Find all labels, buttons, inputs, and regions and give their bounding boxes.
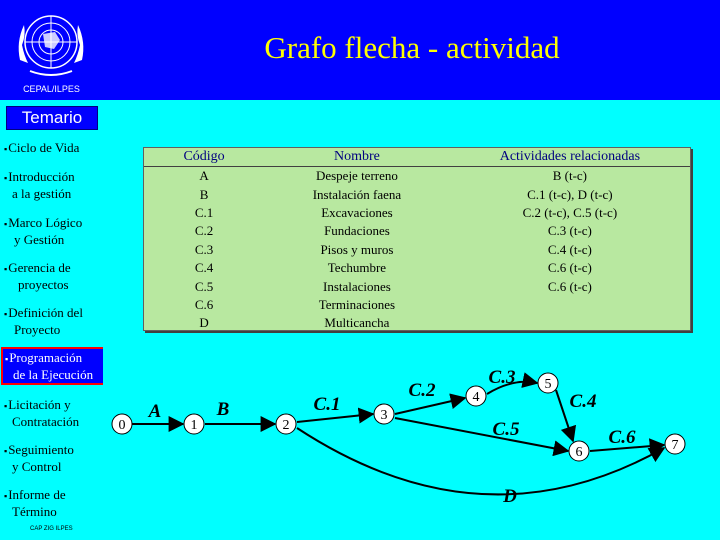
graph-node-label: 6 xyxy=(575,445,583,460)
un-emblem-icon xyxy=(10,5,92,79)
bullet-icon: ▪ xyxy=(4,490,8,501)
graph-node-label: 2 xyxy=(282,418,290,433)
cell-codigo: C.6 xyxy=(194,296,214,312)
cell-relacionadas: C.3 (t-c) xyxy=(547,223,592,239)
bullet-icon: ▪ xyxy=(5,353,9,364)
cell-relacionadas: C.6 (t-c) xyxy=(547,260,592,276)
cell-nombre: Techumbre xyxy=(327,260,387,276)
graph-node-label: 5 xyxy=(544,377,552,392)
bullet-icon: ▪ xyxy=(4,143,8,154)
edge-c1 xyxy=(297,414,373,422)
cell-codigo: A xyxy=(199,168,209,184)
cell-nombre: Excavaciones xyxy=(321,204,393,220)
bullet-icon: ▪ xyxy=(4,308,8,319)
table-row xyxy=(144,296,690,314)
table-row xyxy=(144,241,690,259)
cell-codigo: B xyxy=(199,186,209,202)
sidebar-item-informe[interactable]: ▪Informe de Término xyxy=(4,487,66,519)
table-row xyxy=(144,204,690,222)
table-row xyxy=(144,167,690,186)
activity-table-grid xyxy=(144,148,690,333)
edge-c5 xyxy=(395,418,568,451)
activity-table xyxy=(143,147,691,331)
table-row xyxy=(144,259,690,277)
cell-codigo: C.2 xyxy=(194,223,214,239)
cell-relacionadas: C.2 (t-c), C.5 (t-c) xyxy=(522,204,618,220)
cell-codigo: C.5 xyxy=(194,278,214,294)
sidebar-heading: Temario xyxy=(6,106,98,130)
arrow-activity-graph xyxy=(103,350,720,540)
cell-nombre: Despeje terreno xyxy=(315,168,398,184)
activity-label-a: A xyxy=(148,401,162,422)
cell-relacionadas xyxy=(450,314,690,332)
cell-codigo: C.4 xyxy=(194,260,214,276)
sidebar-item-definicion[interactable]: ▪Definición del Proyecto xyxy=(4,305,83,337)
page-title: Grafo flecha - actividad xyxy=(264,30,560,65)
cell-relacionadas: C.4 (t-c) xyxy=(547,241,592,257)
logo-area xyxy=(0,0,103,100)
bullet-icon: ▪ xyxy=(4,218,8,229)
sidebar-item-marco-logico[interactable]: ▪Marco Lógico y Gestión xyxy=(4,215,83,247)
cell-relacionadas: C.6 (t-c) xyxy=(547,278,592,294)
activity-label-b: B xyxy=(216,399,230,420)
header-codigo: Código xyxy=(144,148,264,167)
graph-node-label: 3 xyxy=(380,408,388,423)
cell-relacionadas: C.1 (t-c), D (t-c) xyxy=(527,186,613,202)
cell-codigo: D xyxy=(199,315,209,331)
header-actividades: Actividades relacionadas xyxy=(450,148,690,167)
sidebar xyxy=(0,100,103,540)
graph-node-label: 4 xyxy=(472,390,480,405)
main-content xyxy=(103,100,720,540)
sidebar-item-programacion[interactable]: ▪Programación de la Ejecución xyxy=(1,347,105,385)
table-row xyxy=(144,222,690,240)
cell-relacionadas: B (t-c) xyxy=(552,168,588,184)
graph-node-label: 0 xyxy=(118,418,126,433)
cell-codigo: C.3 xyxy=(194,241,214,257)
cell-nombre: Instalación faena xyxy=(312,186,402,202)
cell-nombre: Fundaciones xyxy=(324,223,390,239)
table-row xyxy=(144,277,690,295)
sidebar-item-introduccion[interactable]: ▪Introducción a la gestión xyxy=(4,169,75,201)
cell-nombre: Pisos y muros xyxy=(320,241,394,257)
table-row xyxy=(144,314,690,332)
cell-relacionadas xyxy=(450,296,690,314)
footer-tag: CAP ZIG ILPES xyxy=(30,526,73,532)
bullet-icon: ▪ xyxy=(4,445,8,456)
cell-nombre: Multicancha xyxy=(324,315,390,331)
activity-label-c4: C.4 xyxy=(569,391,597,412)
sidebar-item-ciclo-de-vida[interactable]: ▪Ciclo de Vida xyxy=(4,140,80,155)
table-header-row xyxy=(144,148,690,167)
bullet-icon: ▪ xyxy=(4,172,8,183)
org-label: CEPAL/ILPES xyxy=(23,84,80,94)
sidebar-item-licitacion[interactable]: ▪Licitación y Contratación xyxy=(4,397,80,429)
cell-nombre: Terminaciones xyxy=(318,296,396,312)
header-nombre: Nombre xyxy=(264,148,450,167)
cell-nombre: Instalaciones xyxy=(322,278,391,294)
activity-label-d: D xyxy=(503,486,517,507)
bullet-icon: ▪ xyxy=(4,400,8,411)
activity-label-c3: C.3 xyxy=(488,367,516,388)
table-row xyxy=(144,185,690,203)
graph-node-label: 7 xyxy=(671,438,679,453)
cell-codigo: C.1 xyxy=(194,204,214,220)
graph-node-label: 1 xyxy=(190,418,198,433)
activity-label-c6: C.6 xyxy=(608,427,636,448)
activity-label-c1: C.1 xyxy=(313,394,341,415)
sidebar-item-gerencia[interactable]: ▪Gerencia de proyectos xyxy=(4,260,71,292)
sidebar-item-seguimiento[interactable]: ▪Seguimiento y Control xyxy=(4,442,74,474)
activity-label-c5: C.5 xyxy=(492,419,520,440)
activity-label-c2: C.2 xyxy=(408,380,436,401)
bullet-icon: ▪ xyxy=(4,263,8,274)
